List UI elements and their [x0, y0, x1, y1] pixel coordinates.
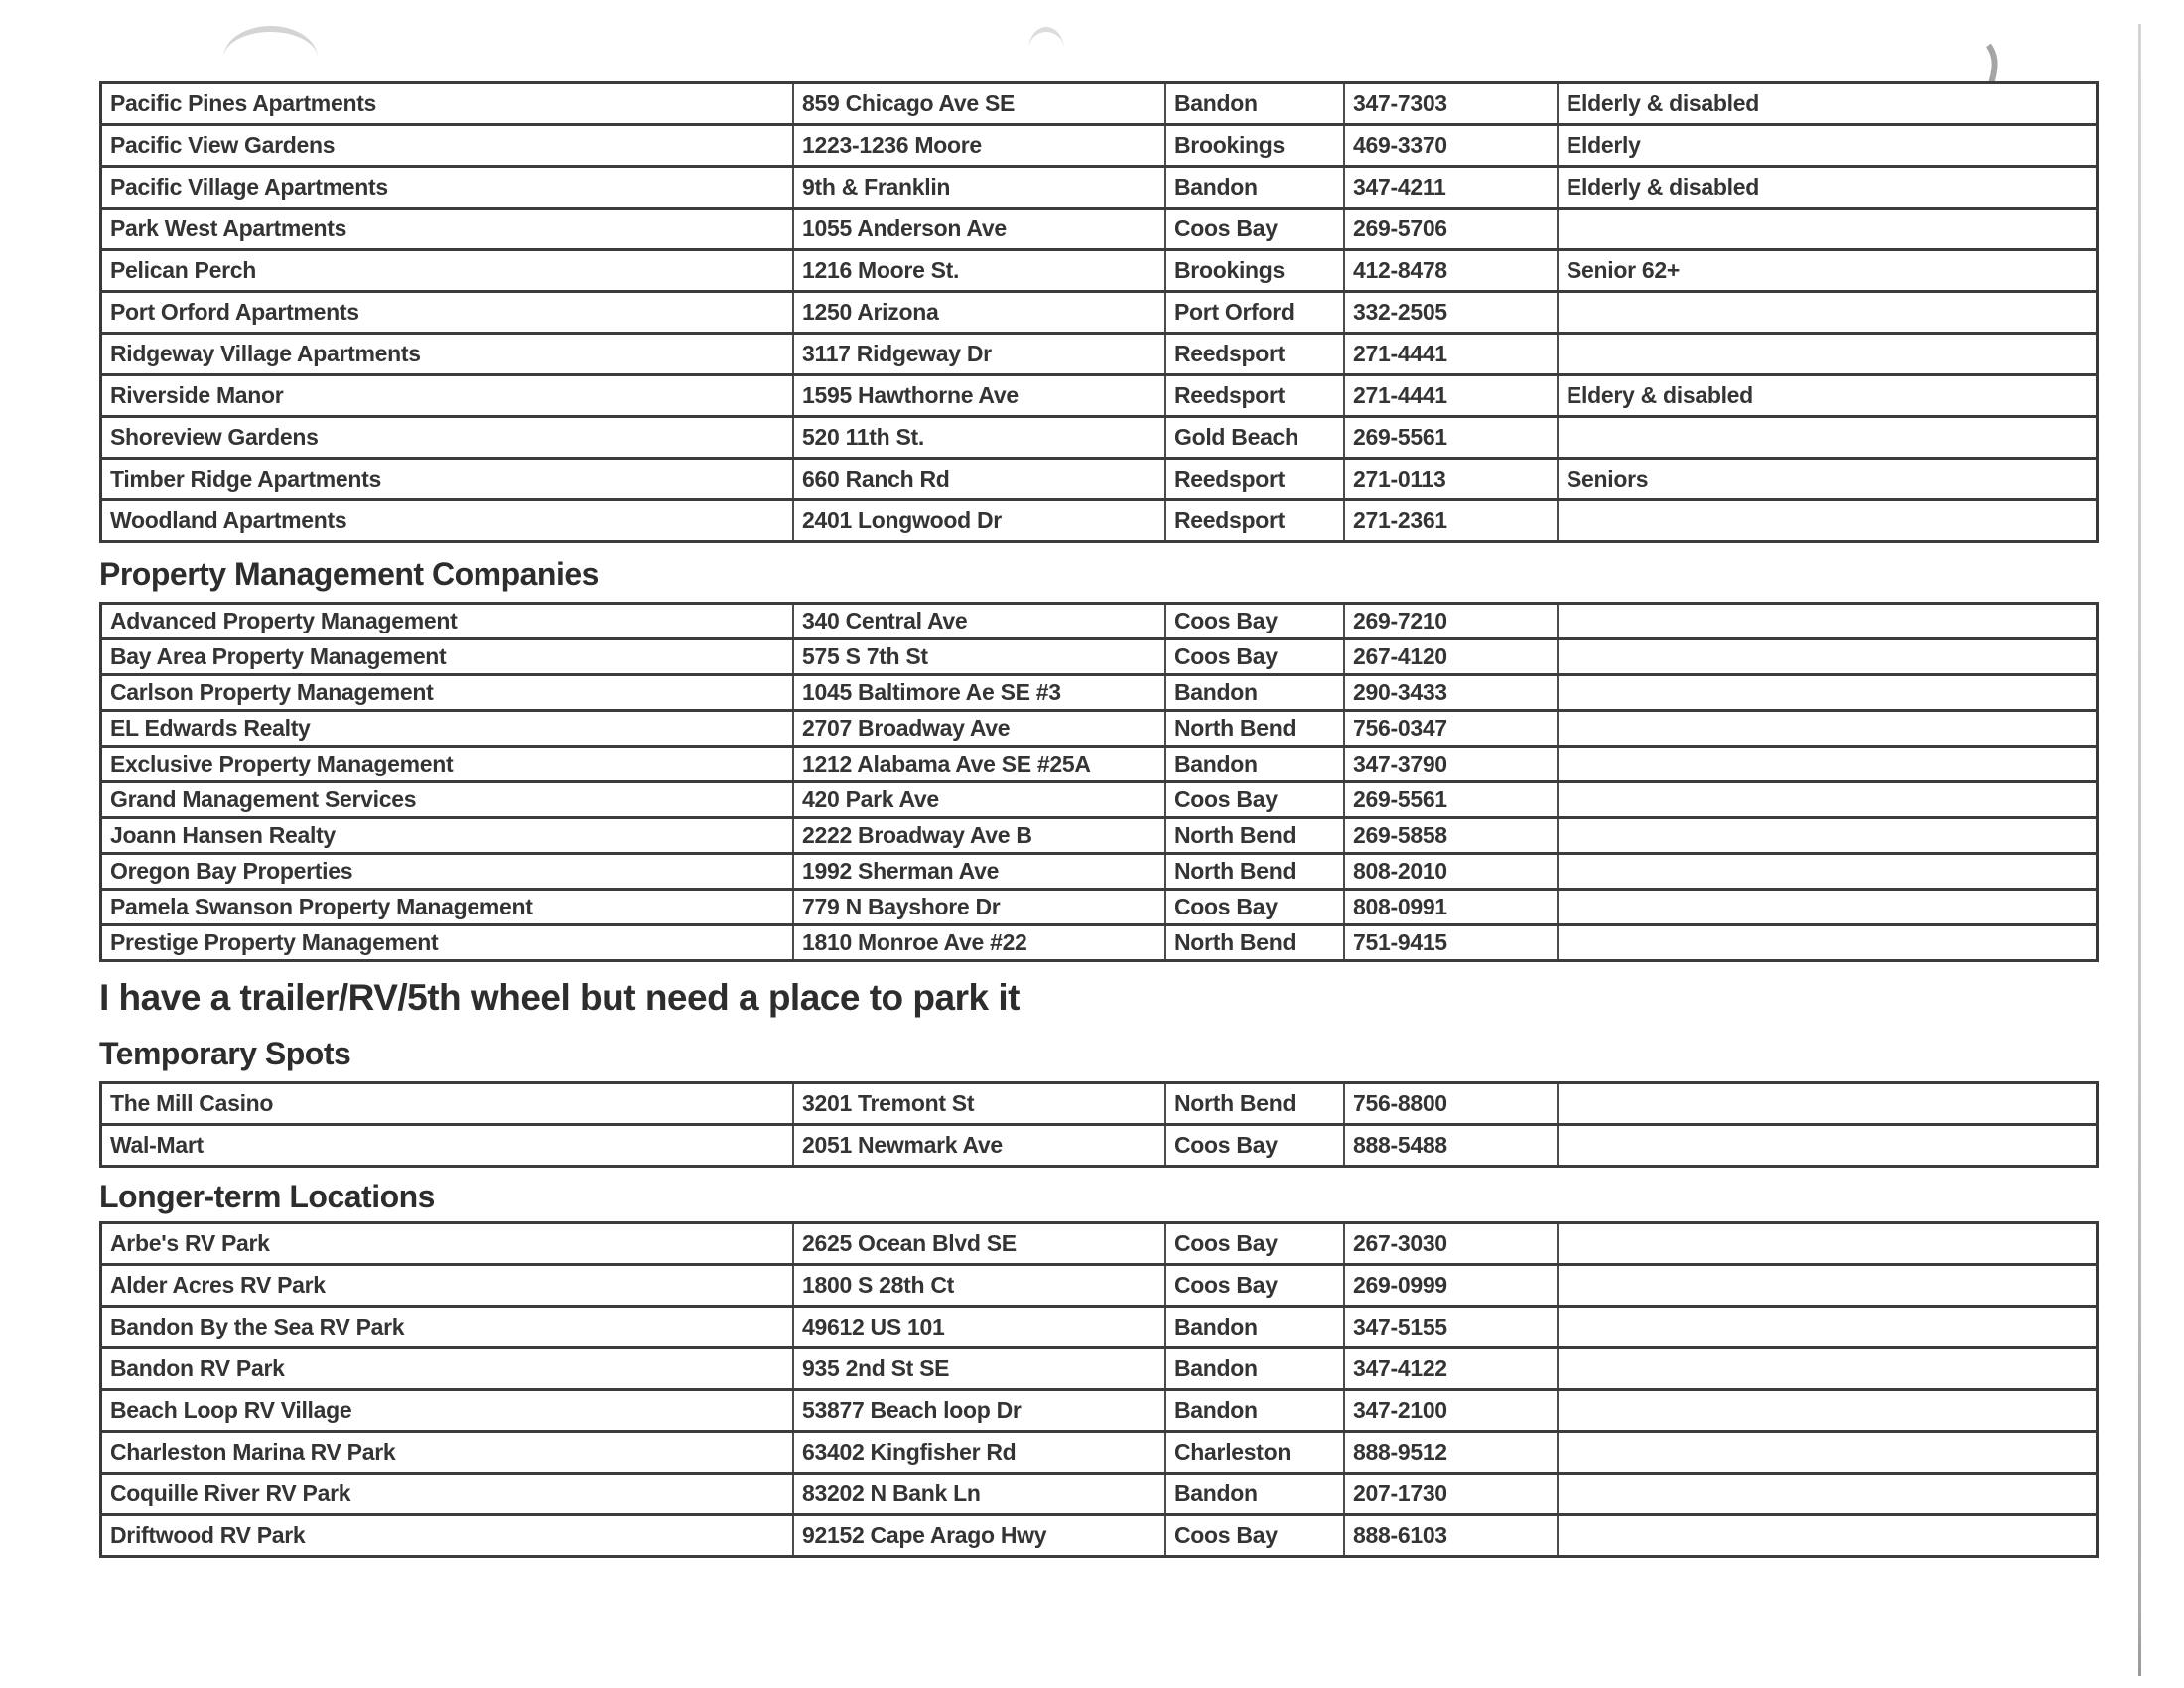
address-cell: 660 Ranch Rd — [793, 459, 1165, 500]
notes-cell — [1558, 711, 2098, 747]
phone-cell: 271-0113 — [1344, 459, 1558, 500]
name-cell: Pamela Swanson Property Management — [101, 890, 794, 925]
scan-edge-line-artifact — [2138, 24, 2141, 1676]
table-row — [101, 83, 2098, 125]
city-cell: Bandon — [1165, 167, 1344, 209]
address-cell: 779 N Bayshore Dr — [793, 890, 1165, 925]
city-cell: Bandon — [1165, 1307, 1344, 1348]
name-cell: Pacific View Gardens — [101, 125, 794, 167]
phone-cell: 469-3370 — [1344, 125, 1558, 167]
notes-cell — [1558, 334, 2098, 375]
notes-cell — [1558, 1348, 2098, 1390]
notes-cell — [1558, 1125, 2098, 1167]
address-cell: 2222 Broadway Ave B — [793, 818, 1165, 854]
name-cell: Pacific Village Apartments — [101, 167, 794, 209]
name-cell: Exclusive Property Management — [101, 747, 794, 782]
phone-cell: 267-4120 — [1344, 639, 1558, 675]
address-cell: 1992 Sherman Ave — [793, 854, 1165, 890]
notes-cell — [1558, 1432, 2098, 1474]
name-cell: Riverside Manor — [101, 375, 794, 417]
address-cell: 520 11th St. — [793, 417, 1165, 459]
name-cell: Pacific Pines Apartments — [101, 83, 794, 125]
city-cell: North Bend — [1165, 818, 1344, 854]
city-cell: Reedsport — [1165, 500, 1344, 542]
name-cell: Bandon RV Park — [101, 1348, 794, 1390]
city-cell: Bandon — [1165, 83, 1344, 125]
scan-smudge-artifact — [1028, 27, 1064, 50]
name-cell: EL Edwards Realty — [101, 711, 794, 747]
name-cell: Bay Area Property Management — [101, 639, 794, 675]
address-cell: 53877 Beach loop Dr — [793, 1390, 1165, 1432]
city-cell: Bandon — [1165, 1348, 1344, 1390]
temporary-spots-table — [99, 1081, 2099, 1168]
city-cell: Reedsport — [1165, 459, 1344, 500]
notes-cell — [1558, 1474, 2098, 1515]
scan-curl-artifact — [223, 26, 318, 62]
address-cell: 575 S 7th St — [793, 639, 1165, 675]
table-row — [101, 1223, 2098, 1265]
name-cell: Ridgeway Village Apartments — [101, 334, 794, 375]
city-cell: North Bend — [1165, 925, 1344, 961]
notes-cell — [1558, 1307, 2098, 1348]
address-cell: 1212 Alabama Ave SE #25A — [793, 747, 1165, 782]
address-cell: 3117 Ridgeway Dr — [793, 334, 1165, 375]
phone-cell: 756-8800 — [1344, 1083, 1558, 1125]
phone-cell: 269-5561 — [1344, 417, 1558, 459]
name-cell: Woodland Apartments — [101, 500, 794, 542]
phone-cell: 888-9512 — [1344, 1432, 1558, 1474]
table-row — [101, 854, 2098, 890]
table-row — [101, 747, 2098, 782]
city-cell: Port Orford — [1165, 292, 1344, 334]
phone-cell: 290-3433 — [1344, 675, 1558, 711]
phone-cell: 888-6103 — [1344, 1515, 1558, 1557]
table-row — [101, 639, 2098, 675]
notes-cell — [1558, 1265, 2098, 1307]
phone-cell: 269-5858 — [1344, 818, 1558, 854]
table-row — [101, 925, 2098, 961]
name-cell: Wal-Mart — [101, 1125, 794, 1167]
address-cell: 1800 S 28th Ct — [793, 1265, 1165, 1307]
notes-cell — [1558, 1223, 2098, 1265]
table-row — [101, 890, 2098, 925]
address-cell: 2051 Newmark Ave — [793, 1125, 1165, 1167]
city-cell: Gold Beach — [1165, 417, 1344, 459]
address-cell: 1055 Anderson Ave — [793, 209, 1165, 250]
name-cell: Bandon By the Sea RV Park — [101, 1307, 794, 1348]
notes-cell — [1558, 747, 2098, 782]
table-row — [101, 459, 2098, 500]
address-cell: 420 Park Ave — [793, 782, 1165, 818]
city-cell: Brookings — [1165, 250, 1344, 292]
city-cell: Bandon — [1165, 747, 1344, 782]
name-cell: Grand Management Services — [101, 782, 794, 818]
phone-cell: 207-1730 — [1344, 1474, 1558, 1515]
notes-cell — [1558, 675, 2098, 711]
name-cell: Park West Apartments — [101, 209, 794, 250]
notes-cell: Seniors — [1558, 459, 2098, 500]
city-cell: Coos Bay — [1165, 782, 1344, 818]
table-row — [101, 500, 2098, 542]
city-cell: Coos Bay — [1165, 1223, 1344, 1265]
phone-cell: 412-8478 — [1344, 250, 1558, 292]
table-row — [101, 250, 2098, 292]
property-management-table — [99, 602, 2099, 962]
address-cell: 2401 Longwood Dr — [793, 500, 1165, 542]
city-cell: Bandon — [1165, 1474, 1344, 1515]
table-row — [101, 167, 2098, 209]
city-cell: Coos Bay — [1165, 639, 1344, 675]
table-row — [101, 417, 2098, 459]
address-cell: 1045 Baltimore Ae SE #3 — [793, 675, 1165, 711]
notes-cell: Eldery & disabled — [1558, 375, 2098, 417]
name-cell: Carlson Property Management — [101, 675, 794, 711]
phone-cell: 347-4211 — [1344, 167, 1558, 209]
city-cell: Charleston — [1165, 1432, 1344, 1474]
phone-cell: 751-9415 — [1344, 925, 1558, 961]
phone-cell: 347-7303 — [1344, 83, 1558, 125]
address-cell: 3201 Tremont St — [793, 1083, 1165, 1125]
name-cell: Arbe's RV Park — [101, 1223, 794, 1265]
phone-cell: 269-0999 — [1344, 1265, 1558, 1307]
table-row — [101, 1265, 2098, 1307]
phone-cell: 269-7210 — [1344, 604, 1558, 639]
notes-cell — [1558, 209, 2098, 250]
notes-cell — [1558, 854, 2098, 890]
city-cell: Reedsport — [1165, 375, 1344, 417]
address-cell: 63402 Kingfisher Rd — [793, 1432, 1165, 1474]
name-cell: Beach Loop RV Village — [101, 1390, 794, 1432]
city-cell: Reedsport — [1165, 334, 1344, 375]
address-cell: 9th & Franklin — [793, 167, 1165, 209]
section-heading-temporary-spots: Temporary Spots — [99, 1036, 351, 1071]
table-row — [101, 818, 2098, 854]
notes-cell — [1558, 500, 2098, 542]
phone-cell: 347-2100 — [1344, 1390, 1558, 1432]
table-row — [101, 375, 2098, 417]
name-cell: Shoreview Gardens — [101, 417, 794, 459]
table-row — [101, 334, 2098, 375]
name-cell: Oregon Bay Properties — [101, 854, 794, 890]
notes-cell: Elderly & disabled — [1558, 83, 2098, 125]
phone-cell: 332-2505 — [1344, 292, 1558, 334]
name-cell: Advanced Property Management — [101, 604, 794, 639]
notes-cell — [1558, 925, 2098, 961]
city-cell: Coos Bay — [1165, 890, 1344, 925]
notes-cell — [1558, 782, 2098, 818]
phone-cell: 756-0347 — [1344, 711, 1558, 747]
apartments-table — [99, 81, 2099, 543]
phone-cell: 271-4441 — [1344, 334, 1558, 375]
name-cell: Driftwood RV Park — [101, 1515, 794, 1557]
notes-cell: Elderly — [1558, 125, 2098, 167]
notes-cell — [1558, 890, 2098, 925]
section-heading-trailer-rv: I have a trailer/RV/5th wheel but need a place to park it — [99, 977, 1020, 1018]
phone-cell: 271-4441 — [1344, 375, 1558, 417]
address-cell: 1223-1236 Moore — [793, 125, 1165, 167]
name-cell: Pelican Perch — [101, 250, 794, 292]
address-cell: 49612 US 101 — [793, 1307, 1165, 1348]
table-row — [101, 1307, 2098, 1348]
notes-cell — [1558, 639, 2098, 675]
notes-cell — [1558, 604, 2098, 639]
table-row — [101, 1125, 2098, 1167]
address-cell: 2625 Ocean Blvd SE — [793, 1223, 1165, 1265]
notes-cell — [1558, 1390, 2098, 1432]
table-row — [101, 604, 2098, 639]
city-cell: Coos Bay — [1165, 604, 1344, 639]
name-cell: Alder Acres RV Park — [101, 1265, 794, 1307]
phone-cell: 269-5561 — [1344, 782, 1558, 818]
phone-cell: 888-5488 — [1344, 1125, 1558, 1167]
address-cell: 1250 Arizona — [793, 292, 1165, 334]
table-row — [101, 1515, 2098, 1557]
name-cell: Joann Hansen Realty — [101, 818, 794, 854]
phone-cell: 347-5155 — [1344, 1307, 1558, 1348]
table-row — [101, 711, 2098, 747]
notes-cell — [1558, 417, 2098, 459]
city-cell: Bandon — [1165, 675, 1344, 711]
city-cell: North Bend — [1165, 1083, 1344, 1125]
name-cell: Timber Ridge Apartments — [101, 459, 794, 500]
address-cell: 859 Chicago Ave SE — [793, 83, 1165, 125]
phone-cell: 269-5706 — [1344, 209, 1558, 250]
table-row — [101, 675, 2098, 711]
city-cell: Coos Bay — [1165, 1265, 1344, 1307]
phone-cell: 271-2361 — [1344, 500, 1558, 542]
name-cell: Coquille River RV Park — [101, 1474, 794, 1515]
table-row — [101, 1432, 2098, 1474]
table-row — [101, 1474, 2098, 1515]
phone-cell: 347-4122 — [1344, 1348, 1558, 1390]
address-cell: 83202 N Bank Ln — [793, 1474, 1165, 1515]
phone-cell: 808-2010 — [1344, 854, 1558, 890]
phone-cell: 808-0991 — [1344, 890, 1558, 925]
notes-cell — [1558, 1083, 2098, 1125]
city-cell: Bandon — [1165, 1390, 1344, 1432]
address-cell: 92152 Cape Arago Hwy — [793, 1515, 1165, 1557]
city-cell: North Bend — [1165, 854, 1344, 890]
city-cell: Coos Bay — [1165, 209, 1344, 250]
city-cell: North Bend — [1165, 711, 1344, 747]
table-row — [101, 1348, 2098, 1390]
address-cell: 2707 Broadway Ave — [793, 711, 1165, 747]
table-row — [101, 782, 2098, 818]
table-row — [101, 1390, 2098, 1432]
city-cell: Brookings — [1165, 125, 1344, 167]
document-content — [99, 81, 2050, 1558]
longer-term-table — [99, 1221, 2099, 1558]
section-heading-property-management: Property Management Companies — [99, 556, 599, 592]
notes-cell — [1558, 1515, 2098, 1557]
name-cell: Prestige Property Management — [101, 925, 794, 961]
city-cell: Coos Bay — [1165, 1125, 1344, 1167]
section-heading-longer-term: Longer-term Locations — [99, 1179, 435, 1214]
table-row — [101, 209, 2098, 250]
notes-cell: Senior 62+ — [1558, 250, 2098, 292]
table-row — [101, 292, 2098, 334]
name-cell: The Mill Casino — [101, 1083, 794, 1125]
name-cell: Port Orford Apartments — [101, 292, 794, 334]
address-cell: 1216 Moore St. — [793, 250, 1165, 292]
phone-cell: 267-3030 — [1344, 1223, 1558, 1265]
notes-cell — [1558, 292, 2098, 334]
address-cell: 1810 Monroe Ave #22 — [793, 925, 1165, 961]
address-cell: 935 2nd St SE — [793, 1348, 1165, 1390]
city-cell: Coos Bay — [1165, 1515, 1344, 1557]
notes-cell — [1558, 818, 2098, 854]
address-cell: 1595 Hawthorne Ave — [793, 375, 1165, 417]
name-cell: Charleston Marina RV Park — [101, 1432, 794, 1474]
notes-cell: Elderly & disabled — [1558, 167, 2098, 209]
address-cell: 340 Central Ave — [793, 604, 1165, 639]
table-row — [101, 1083, 2098, 1125]
phone-cell: 347-3790 — [1344, 747, 1558, 782]
table-row — [101, 125, 2098, 167]
